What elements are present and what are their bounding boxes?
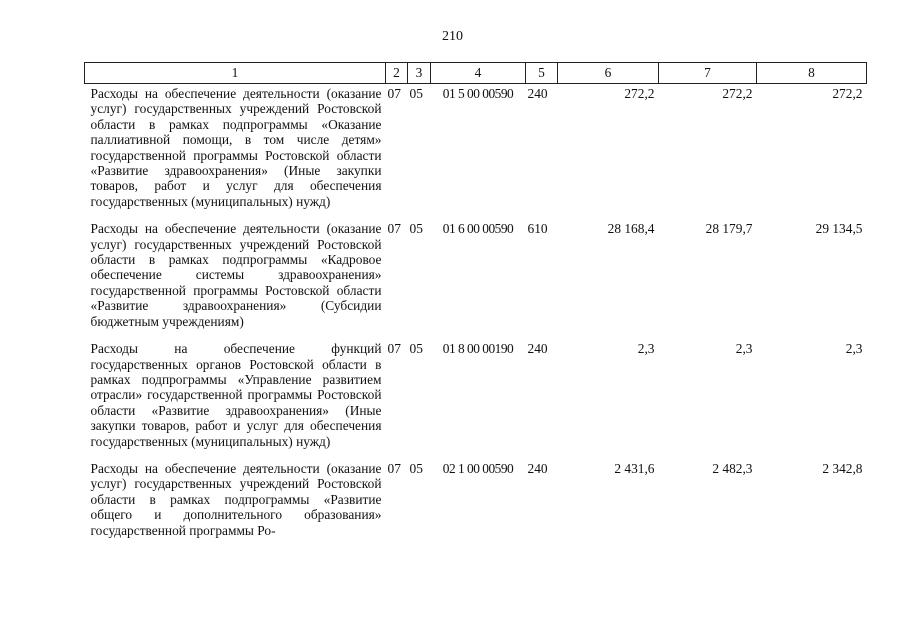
row-expense-type: 240 bbox=[527, 86, 548, 101]
row-expense-type: 610 bbox=[527, 221, 548, 237]
row-amount-col-8: 272,2 bbox=[832, 86, 863, 101]
header-col-1: 1 bbox=[85, 63, 386, 84]
row-amount-col-7: 2,3 bbox=[735, 341, 753, 357]
row-section-code: 07 bbox=[387, 86, 401, 101]
row-amount-col-6: 272,2 bbox=[624, 86, 655, 101]
table-row bbox=[85, 219, 867, 339]
row-section-code: 07 bbox=[387, 341, 401, 357]
row-amount-col-7: 2 482,3 bbox=[712, 460, 753, 476]
row-description: Расходы на обеспечение функций государственных органов Ростовской области в рамках подпрограммы «Управление развитием отрасли» государственной программы Ростовской области «Развитие здравоохранения» (Иные закупки товаров, работ и услуг для обеспечения государственных (муниципальных) нужд) bbox=[90, 341, 382, 449]
header-col-2: 2 bbox=[386, 63, 408, 84]
table-row bbox=[85, 339, 867, 459]
header-col-8: 8 bbox=[757, 63, 867, 84]
row-amount-col-8: 2,3 bbox=[845, 341, 863, 357]
row-subsection-code: 05 bbox=[409, 460, 423, 476]
row-amount-col-6: 2 431,6 bbox=[614, 460, 655, 476]
row-amount-col-8: 2 342,8 bbox=[822, 460, 863, 476]
row-section-code: 07 bbox=[387, 221, 401, 237]
header-row bbox=[85, 63, 867, 84]
row-expense-type: 240 bbox=[527, 341, 548, 357]
table-body bbox=[85, 84, 867, 538]
row-amount-col-8: 29 134,5 bbox=[815, 221, 863, 237]
table-row bbox=[85, 459, 867, 538]
row-expense-type: 240 bbox=[527, 460, 548, 476]
row-target-article: 01 6 00 00590 bbox=[442, 221, 514, 237]
row-subsection-code: 05 bbox=[409, 221, 423, 237]
row-target-article: 01 8 00 00190 bbox=[442, 341, 514, 357]
row-description: Расходы на обеспечение деятельности (оказание услуг) государственных учреждений Ростовской области в рамках подпрограммы «Развитие общего и дополнительного образования» государственной программы Ро- bbox=[90, 460, 382, 538]
row-amount-col-7: 272,2 bbox=[722, 86, 753, 101]
budget-table bbox=[84, 62, 867, 538]
row-section-code: 07 bbox=[387, 460, 401, 476]
row-subsection-code: 05 bbox=[409, 341, 423, 357]
header-col-5: 5 bbox=[526, 63, 558, 84]
header-col-7: 7 bbox=[659, 63, 757, 84]
row-target-article: 01 5 00 00590 bbox=[442, 86, 514, 101]
row-target-article: 02 1 00 00590 bbox=[442, 460, 514, 476]
header-col-6: 6 bbox=[558, 63, 659, 84]
row-subsection-code: 05 bbox=[409, 86, 423, 101]
row-amount-col-7: 28 179,7 bbox=[705, 221, 753, 237]
row-description: Расходы на обеспечение деятельности (оказание услуг) государственных учреждений Ростовской области в рамках подпрограммы «Оказание паллиативной помощи, в том числе детям» государственной программы Ростовской области «Развитие здравоохранения» (Иные закупки товаров, работ и услуг для обеспечения государственных (муниципальных) нужд) bbox=[90, 86, 382, 209]
table-header bbox=[85, 63, 867, 84]
page-number: 210 bbox=[442, 29, 463, 44]
table-row bbox=[85, 84, 867, 220]
header-col-4: 4 bbox=[431, 63, 526, 84]
header-col-3: 3 bbox=[408, 63, 431, 84]
row-amount-col-6: 28 168,4 bbox=[607, 221, 655, 237]
row-description: Расходы на обеспечение деятельности (оказание услуг) государственных учреждений Ростовской области в рамках подпрограммы «Кадровое обеспечение системы здравоохранения» государственной программы Ростовской области «Развитие здравоохранения» (Субсидии бюджетным учреждениям) bbox=[90, 221, 382, 329]
row-amount-col-6: 2,3 bbox=[637, 341, 655, 357]
